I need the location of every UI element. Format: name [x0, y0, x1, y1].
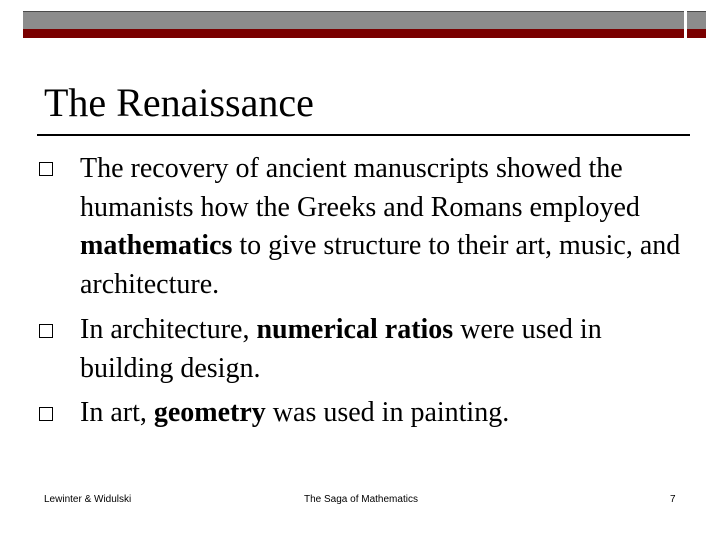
- bold-term: mathematics: [80, 230, 233, 261]
- title-divider: [37, 134, 690, 136]
- bullet-text: In art, geometry was used in painting.: [80, 397, 510, 428]
- top-decorative-bar: [23, 11, 684, 29]
- bold-term: geometry: [153, 397, 266, 428]
- page-number: 7: [670, 494, 676, 505]
- footer-authors: Lewinter & Widulski: [44, 494, 132, 505]
- slide-title: The Renaissance: [44, 80, 314, 125]
- hollow-square-bullet-icon: [39, 162, 53, 176]
- hollow-square-bullet-icon: [39, 407, 53, 421]
- bullet-text: In architecture, numerical ratios were used in building design.: [80, 314, 602, 384]
- bold-term: numerical ratios: [256, 314, 454, 345]
- footer-course-title: The Saga of Mathematics: [304, 494, 418, 505]
- top-decorative-square-accent: [687, 29, 706, 38]
- top-decorative-square: [687, 11, 706, 29]
- top-decorative-bar-accent: [23, 29, 684, 38]
- bullet-text: The recovery of ancient manuscripts showed the humanists how the Greeks and Romans employed mathematics to give structure to their art, music, and architecture.: [80, 153, 681, 300]
- hollow-square-bullet-icon: [39, 324, 53, 338]
